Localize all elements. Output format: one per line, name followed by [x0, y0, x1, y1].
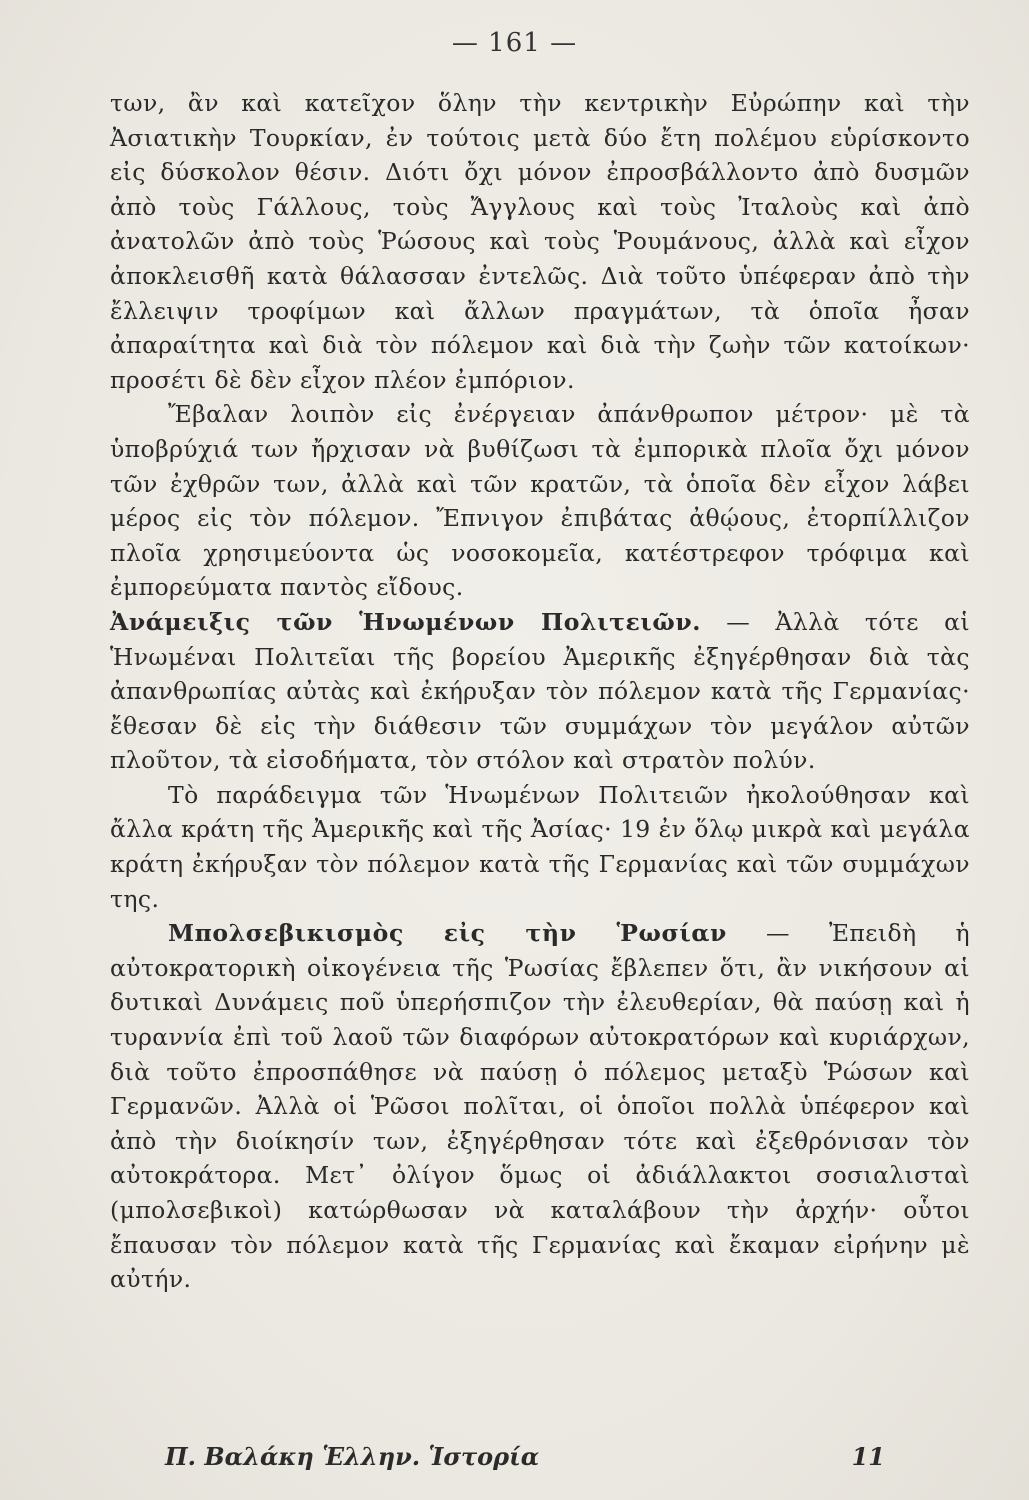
- paragraph: [110, 916, 970, 1297]
- paragraph-text: — Ἀλλὰ τότε αἱ Ἡνωμέναι Πολιτεῖαι τῆς βορείου Ἀμερικῆς ἐξηγέρθησαν διὰ τὰς ἀπανθρωπίας αὐτὰς καὶ ἐκήρυξαν τὸν πόλεμον κατὰ τῆς Γερμανίας· ἔθεσαν δὲ εἰς τὴν διάθεσιν τῶν συμμάχων τὸν μεγάλον αὐτῶν πλοῦτον, τὰ εἰσοδήματα, τὸν στόλον καὶ στρατὸν πολύν.: [110, 607, 970, 775]
- paragraph: [110, 605, 970, 778]
- paragraph-text: — Ἐπειδὴ ἡ αὐτοκρατορικὴ οἰκογένεια τῆς Ῥωσίας ἔβλεπεν ὅτι, ἂν νικήσουν αἱ δυτικαὶ Δυνάμεις ποῦ ὑπερήσπιζον τὴν ἐλευθερίαν, θὰ παύσῃ καὶ ἡ τυραννία ἐπὶ τοῦ λαοῦ τῶν διαφόρων αὐτοκρατόρων καὶ κυριάρχων, διὰ τοῦτο ἐπροσπάθησε νὰ παύσῃ ὁ πόλεμος μεταξὺ Ῥώσων καὶ Γερμανῶν. Ἀλλὰ οἱ Ῥῶσοι πολῖται, οἱ ὁποῖοι πολλὰ ὑπέφερον καὶ ἀπὸ τὴν διοίκησίν των, ἐξηγέρθησαν τότε καὶ ἐξεθρόνισαν τὸν αὐτοκράτορα. Μετ᾿ ὀλίγον ὅμως οἱ ἀδιάλλακτοι σοσιαλισταὶ (μπολσεβικοὶ) κατώρθωσαν νὰ καταλάβουν τὴν ἀρχήν· οὗτοι ἔπαυσαν τὸν πόλεμον κατὰ τῆς Γερμανίας καὶ ἔκαμαν εἰρήνην μὲ αὐτήν.: [110, 919, 971, 1294]
- page-footer: [165, 1442, 885, 1471]
- paragraph-text: Τὸ παράδειγμα τῶν Ἡνωμένων Πολιτειῶν ἠκολούθησαν καὶ ἄλλα κράτη τῆς Ἀμερικῆς καὶ τῆς Ἀσίας· 19 ἐν ὅλῳ μικρὰ καὶ μεγάλα κράτη ἐκήρυξαν τὸν πόλεμον κατὰ τῆς Γερμανίας καὶ τῶν συμμάχων της.: [110, 780, 970, 913]
- footer-signature: Π. Βαλάκη Ἑλλην. Ἱστορία: [165, 1442, 540, 1471]
- paragraph-text: Ἔβαλαν λοιπὸν εἰς ἐνέργειαν ἀπάνθρωπον μέτρον· μὲ τὰ ὑποβρύχιά των ἤρχισαν νὰ βυθίζωσι τὰ ἐμπορικὰ πλοῖα ὄχι μόνον τῶν ἐχθρῶν των, ἀλλὰ καὶ τῶν κρατῶν, τὰ ὁποῖα δὲν εἶχον λάβει μέρος εἰς τὸν πόλεμον. Ἔπνιγον ἐπιβάτας ἀθῴους, ἐτορπίλλιζον πλοῖα χρησιμεύοντα ὡς νοσοκομεῖα, κατέστρεφον τρόφιμα καὶ ἐμπορεύματα παντὸς εἴδους.: [110, 400, 970, 602]
- body-text: [110, 86, 970, 1297]
- section-heading-bolshevism: Μπολσεβικισμὸς εἰς τὴν Ῥωσίαν: [168, 919, 727, 948]
- paragraph-text: των, ἂν καὶ κατεῖχον ὅλην τὴν κεντρικὴν Εὐρώπην καὶ τὴν Ἀσιατικὴν Τουρκίαν, ἐν τούτοις μετὰ δύο ἔτη πολέμου εὑρίσκοντο εἰς δύσκολον θέσιν. Διότι ὄχι μόνον ἐπροσβάλλοντο ἀπὸ δυσμῶν ἀπὸ τοὺς Γάλλους, τοὺς Ἄγγλους καὶ τοὺς Ἰταλοὺς καὶ ἀπὸ ἀνατολῶν ἀπὸ τοὺς Ῥώσους καὶ τοὺς Ῥουμάνους, ἀλλὰ καὶ εἶχον ἀποκλεισθῆ κατὰ θάλασσαν ἐντελῶς. Διὰ τοῦτο ὑπέφεραν ἀπὸ τὴν ἔλλειψιν τροφίμων καὶ ἄλλων πραγμάτων, τὰ ὁποῖα ἦσαν ἀπαραίτητα καὶ διὰ τὸν πόλεμον καὶ διὰ τὴν ζωὴν τῶν κατοίκων· προσέτι δὲ δὲν εἶχον πλέον ἐμπόριον.: [110, 89, 970, 394]
- signature-folio: 11: [851, 1442, 885, 1471]
- paragraph: [110, 778, 970, 916]
- paragraph: [110, 86, 970, 397]
- paragraph: [110, 397, 970, 605]
- page-number-header: — 161 —: [451, 28, 578, 58]
- section-heading-us-intervention: Ἀνάμειξις τῶν Ἡνωμένων Πολιτειῶν.: [110, 607, 702, 636]
